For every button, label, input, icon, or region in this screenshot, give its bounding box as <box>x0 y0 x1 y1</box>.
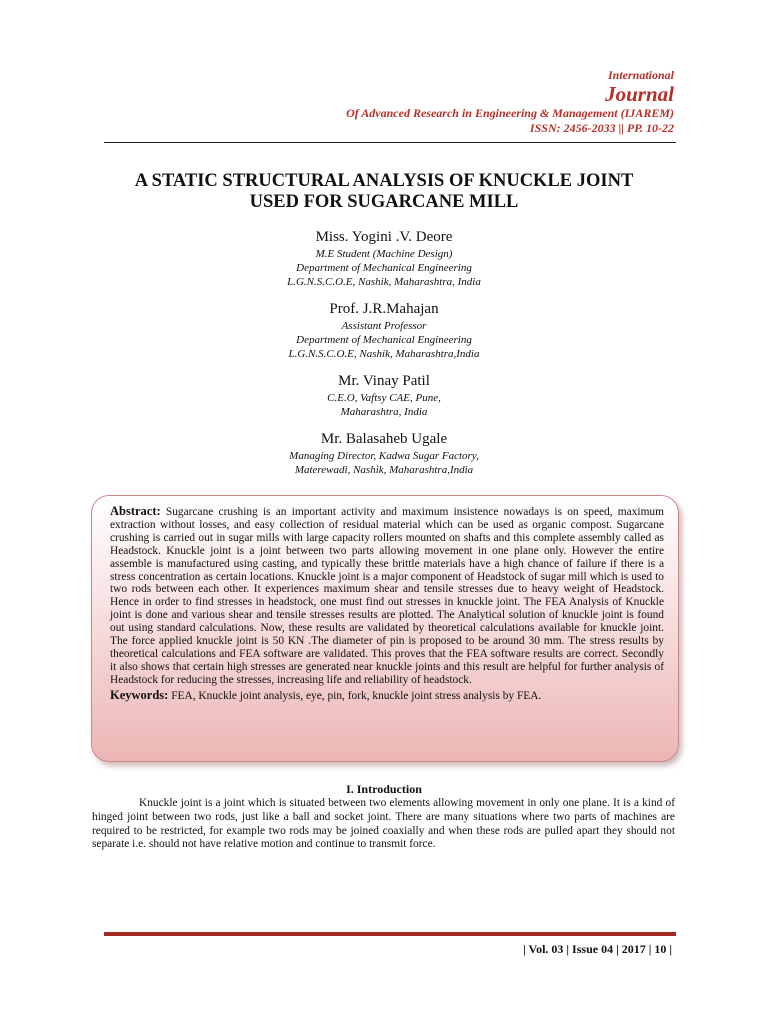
paper-title-line-1: A STATIC STRUCTURAL ANALYSIS OF KNUCKLE JOINT <box>134 171 634 191</box>
header-rule <box>104 142 676 143</box>
journal-header <box>346 68 674 136</box>
author-block <box>84 228 684 289</box>
abstract-label: Abstract: <box>110 504 161 518</box>
author-affiliation: L.G.N.S.C.O.E, Nashik, Maharashtra, India <box>287 276 481 288</box>
journal-subtitle: Of Advanced Research in Engineering & Management (IJAREM) <box>346 106 674 120</box>
keywords-paragraph <box>110 688 664 703</box>
author-block <box>84 300 684 361</box>
journal-label-journal: Journal <box>605 82 674 106</box>
section-heading-introduction: I. Introduction <box>346 782 422 796</box>
journal-label-international: International <box>607 68 674 82</box>
author-affiliation: Maharashtra, India <box>340 406 428 418</box>
author-affiliation: C.E.O, Vaftsy CAE, Pune, <box>327 392 441 404</box>
abstract-box <box>91 495 679 762</box>
abstract-paragraph <box>110 505 664 687</box>
page-footer: | Vol. 03 | Issue 04 | 2017 | 10 | <box>523 942 672 956</box>
author-name: Mr. Balasaheb Ugale <box>320 431 448 447</box>
author-affiliation: Materewadi, Nashik, Maharashtra,India <box>294 464 474 476</box>
footer-rule <box>104 932 676 936</box>
author-name: Mr. Vinay Patil <box>338 373 430 389</box>
journal-issn: ISSN: 2456-2033 || PP. 10-22 <box>529 121 674 135</box>
author-affiliation: Managing Director, Kadwa Sugar Factory, <box>289 450 479 462</box>
author-block <box>84 372 684 419</box>
introduction-paragraph: Knuckle joint is a joint which is situated between two elements allowing movement in only one plane. It is a kind of hinged joint between two rods, just like a ball and socket joint. There are many situations where two parts of machines are required to be restricted, for example two rods may be joined coaxially and when these rods are pulled apart they should not separate i.e. should not have relative motion and continue to transmit force. <box>92 797 675 851</box>
author-block <box>84 430 684 477</box>
abstract-text: Sugarcane crushing is an important activity and maximum insistence nowadays is on speed, maximum extraction without losses, and easy collection of residual material which can be used as organic compost. Sugarcane crushing is carried out in sugar mills with large capacity rollers mounted on shafts and this complete assembly called as Headstock. Knuckle joint is a joint between two parts allowing movement in one plane only. However the entire assemble is manufactured using casting, and typically these brittle materials have a high chance of failure if there is a stress concentration as certain locations. Knuckle joint is a major component of Headstock of sugar mill which is used to two rods between each other. It experiences maximum shear and tensile stresses due to heavy weight of Headstock. Hence in order to find stresses in headstock, one must find out stresses in knuckle joint. The FEA Analysis of Knuckle joint is done and various shear and tensile stresses results are plotted. The Analytical solution of knuckle joint is found out using standard calculations. Now, these results are validated by theoretical calculations available for knuckle joint. The force applied knuckle joint is 50 KN .The diameter of pin is proposed to be around 30 mm. The stress results by theoretical calculations and FEA software are validated. This proves that the FEA software results are correct. Secondly it also shows that certain high stresses are generated near knuckle joints and this result are helpful for further analysis of Headstock for reducing the stresses, increasing life and reliability of headstock. <box>110 506 664 686</box>
paper-title <box>84 171 684 213</box>
author-list <box>84 228 684 488</box>
keywords-text: FEA, Knuckle joint analysis, eye, pin, fork, knuckle joint stress analysis by FEA. <box>171 689 542 702</box>
author-affiliation: M.E Student (Machine Design) <box>315 248 453 260</box>
author-affiliation: Assistant Professor <box>341 320 427 332</box>
author-name: Miss. Yogini .V. Deore <box>315 229 453 245</box>
author-affiliation: L.G.N.S.C.O.E, Nashik, Maharashtra,India <box>288 348 480 360</box>
author-affiliation: Department of Mechanical Engineering <box>296 262 472 274</box>
paper-title-line-2: USED FOR SUGARCANE MILL <box>249 192 519 212</box>
author-affiliation: Department of Mechanical Engineering <box>296 334 472 346</box>
author-name: Prof. J.R.Mahajan <box>329 301 439 317</box>
keywords-label: Keywords: <box>110 687 169 702</box>
